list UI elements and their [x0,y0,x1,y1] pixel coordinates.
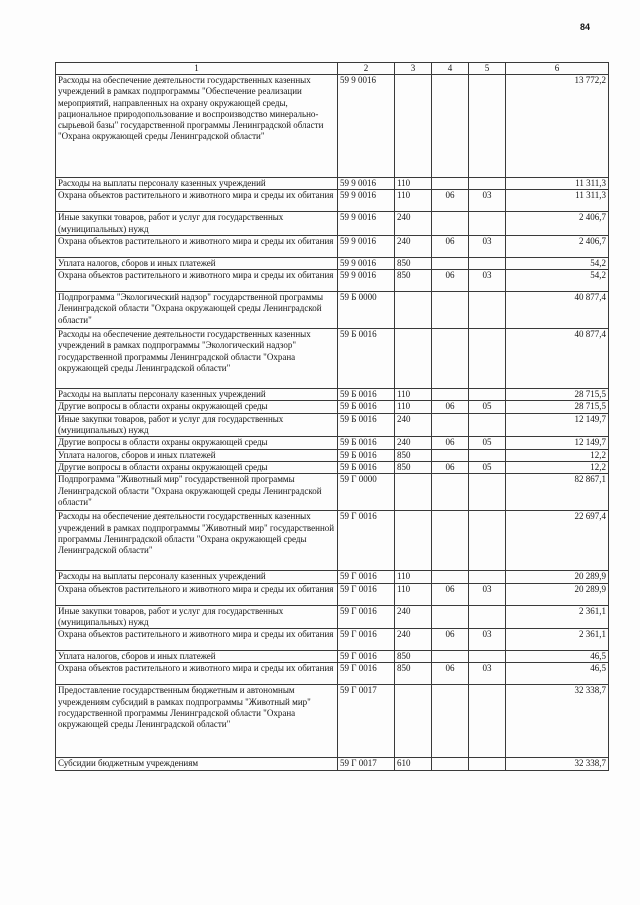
row-subsection: 03 [469,235,506,257]
row-expense-type [395,75,432,178]
row-section [432,449,469,461]
row-name: Другие вопросы в области охраны окружающей среды [56,461,338,473]
row-section [432,651,469,663]
row-expense-type [395,329,432,389]
row-code: 59 Б 0016 [338,413,395,437]
row-amount: 54,2 [506,257,609,269]
table-body [56,63,609,771]
row-amount: 54,2 [506,270,609,292]
row-code: 59 9 0016 [338,270,395,292]
header-col-6: 6 [506,63,609,75]
table-row [56,270,609,292]
table-row [56,571,609,583]
row-amount: 20 289,9 [506,571,609,583]
row-expense-type [395,685,432,758]
row-section [432,257,469,269]
row-expense-type: 240 [395,605,432,629]
row-amount: 12 149,7 [506,437,609,449]
table-row [56,401,609,413]
row-amount: 12 149,7 [506,413,609,437]
row-section [432,571,469,583]
row-name: Предоставление государственным бюджетным и автономным учреждениям субсидий в рамках подпрограммы "Животный мир" государственной программы Ленинградской области "Охрана окружающей среды Ленинградской области" [56,685,338,758]
row-name: Расходы на выплаты персоналу казенных учреждений [56,178,338,190]
row-name: Другие вопросы в области охраны окружающей среды [56,437,338,449]
row-subsection: 03 [469,629,506,651]
row-name: Подпрограмма "Экологический надзор" государственной программы Ленинградской области "Охрана окружающей среды Ленинградской области" [56,292,338,329]
row-code: 59 Б 0000 [338,292,395,329]
row-amount: 82 867,1 [506,474,609,511]
row-amount: 2 361,1 [506,629,609,651]
row-name: Иные закупки товаров, работ и услуг для государственных (муниципальных) нужд [56,413,338,437]
row-section [432,685,469,758]
row-code: 59 Г 0016 [338,583,395,605]
table-row [56,461,609,473]
row-section: 06 [432,235,469,257]
row-subsection [469,605,506,629]
row-name: Уплата налогов, сборов и иных платежей [56,651,338,663]
row-section [432,474,469,511]
table-row [56,190,609,212]
row-amount: 2 361,1 [506,605,609,629]
row-section [432,758,469,770]
row-name: Охрана объектов растительного и животного мира и среды их обитания [56,270,338,292]
row-section: 06 [432,583,469,605]
header-col-5: 5 [469,63,506,75]
row-expense-type: 240 [395,413,432,437]
row-expense-type: 110 [395,401,432,413]
table-row [56,292,609,329]
row-code: 59 Г 0016 [338,663,395,685]
budget-table [55,62,609,771]
row-expense-type: 110 [395,571,432,583]
row-section: 06 [432,437,469,449]
row-amount: 11 311,3 [506,190,609,212]
row-name: Охрана объектов растительного и животного мира и среды их обитания [56,663,338,685]
row-expense-type: 240 [395,437,432,449]
row-amount: 32 338,7 [506,758,609,770]
row-name: Охрана объектов растительного и животного мира и среды их обитания [56,629,338,651]
row-expense-type: 110 [395,389,432,401]
table-row [56,178,609,190]
row-subsection [469,389,506,401]
row-code: 59 9 0016 [338,190,395,212]
row-name: Охрана объектов растительного и животного мира и среды их обитания [56,235,338,257]
row-expense-type [395,511,432,571]
row-section [432,511,469,571]
table-row [56,329,609,389]
row-name: Охрана объектов растительного и животного мира и среды их обитания [56,190,338,212]
row-amount: 2 406,7 [506,235,609,257]
row-expense-type [395,474,432,511]
row-name: Иные закупки товаров, работ и услуг для государственных (муниципальных) нужд [56,605,338,629]
row-code: 59 Г 0016 [338,571,395,583]
row-code: 59 9 0016 [338,75,395,178]
row-subsection: 05 [469,437,506,449]
row-expense-type: 110 [395,178,432,190]
row-subsection [469,178,506,190]
row-subsection [469,413,506,437]
row-section [432,329,469,389]
table-row [56,413,609,437]
row-amount: 32 338,7 [506,685,609,758]
row-expense-type: 610 [395,758,432,770]
row-expense-type: 850 [395,449,432,461]
row-section [432,178,469,190]
row-code: 59 Г 0016 [338,651,395,663]
table-row [56,75,609,178]
row-code: 59 Г 0017 [338,685,395,758]
row-name: Уплата налогов, сборов и иных платежей [56,449,338,461]
row-name: Расходы на обеспечение деятельности государственных казенных учреждений в рамках подпрограммы "Обеспечение реализации мероприятий, направленных на охрану окружающей среды, рациональное природопользование и воспроизводство минерально-сырьевой базы" государственной программы Ленинградской области "Охрана окружающей среды Ленинградской области" [56,75,338,178]
row-expense-type: 110 [395,190,432,212]
row-name: Субсидии бюджетным учреждениям [56,758,338,770]
table-row [56,651,609,663]
row-amount: 11 311,3 [506,178,609,190]
table-row [56,605,609,629]
row-section [432,292,469,329]
table-row [56,583,609,605]
row-subsection [469,449,506,461]
header-col-3: 3 [395,63,432,75]
row-expense-type: 850 [395,461,432,473]
row-subsection: 03 [469,190,506,212]
row-amount: 46,5 [506,651,609,663]
table-row [56,629,609,651]
row-name: Расходы на обеспечение деятельности государственных казенных учреждений в рамках подпрограммы "Экологический надзор" государственной программы Ленинградской области "Охрана окружающей среды Ленинградской области" [56,329,338,389]
row-name: Уплата налогов, сборов и иных платежей [56,257,338,269]
row-section [432,75,469,178]
row-amount: 12,2 [506,461,609,473]
row-expense-type [395,292,432,329]
row-amount: 20 289,9 [506,583,609,605]
row-name: Подпрограмма "Животный мир" государственной программы Ленинградской области "Охрана окружающей среды Ленинградской области" [56,474,338,511]
row-expense-type: 850 [395,651,432,663]
row-expense-type: 240 [395,212,432,236]
row-amount: 13 772,2 [506,75,609,178]
row-code: 59 Б 0016 [338,329,395,389]
row-amount: 28 715,5 [506,389,609,401]
row-subsection [469,292,506,329]
row-amount: 28 715,5 [506,401,609,413]
row-code: 59 Б 0016 [338,461,395,473]
row-subsection: 05 [469,461,506,473]
row-section: 06 [432,270,469,292]
table-row [56,685,609,758]
row-subsection [469,75,506,178]
row-code: 59 Б 0016 [338,437,395,449]
row-name: Расходы на выплаты персоналу казенных учреждений [56,571,338,583]
row-expense-type: 850 [395,663,432,685]
row-code: 59 Г 0016 [338,605,395,629]
row-section [432,605,469,629]
row-subsection: 03 [469,663,506,685]
row-subsection: 05 [469,401,506,413]
row-subsection [469,685,506,758]
row-subsection [469,474,506,511]
row-amount: 22 697,4 [506,511,609,571]
table-row [56,474,609,511]
row-code: 59 Б 0016 [338,389,395,401]
table-row [56,235,609,257]
row-expense-type: 240 [395,629,432,651]
row-code: 59 Г 0000 [338,474,395,511]
row-section: 06 [432,461,469,473]
row-expense-type: 850 [395,270,432,292]
row-name: Другие вопросы в области охраны окружающей среды [56,401,338,413]
table-row [56,449,609,461]
row-section: 06 [432,190,469,212]
row-code: 59 9 0016 [338,257,395,269]
row-amount: 46,5 [506,663,609,685]
row-code: 59 Б 0016 [338,401,395,413]
row-subsection [469,651,506,663]
row-subsection [469,511,506,571]
table-row [56,257,609,269]
row-name: Расходы на выплаты персоналу казенных учреждений [56,389,338,401]
table-row [56,511,609,571]
row-subsection: 03 [469,270,506,292]
row-expense-type: 110 [395,583,432,605]
row-subsection [469,257,506,269]
table-row [56,758,609,770]
row-section [432,413,469,437]
row-section: 06 [432,629,469,651]
row-amount: 2 406,7 [506,212,609,236]
row-code: 59 9 0016 [338,212,395,236]
row-code: 59 Г 0016 [338,629,395,651]
row-subsection: 03 [469,583,506,605]
row-subsection [469,571,506,583]
row-subsection [469,212,506,236]
row-subsection [469,329,506,389]
row-code: 59 Б 0016 [338,449,395,461]
row-amount: 12,2 [506,449,609,461]
row-section: 06 [432,663,469,685]
table-header-row [56,63,609,75]
row-expense-type: 240 [395,235,432,257]
row-code: 59 Г 0016 [338,511,395,571]
table-row [56,389,609,401]
row-code: 59 Г 0017 [338,758,395,770]
row-section: 06 [432,401,469,413]
row-code: 59 9 0016 [338,178,395,190]
row-section [432,389,469,401]
row-amount: 40 877,4 [506,329,609,389]
header-col-2: 2 [338,63,395,75]
row-amount: 40 877,4 [506,292,609,329]
header-col-1: 1 [56,63,338,75]
row-name: Расходы на обеспечение деятельности государственных казенных учреждений в рамках подпрограммы "Животный мир" государственной программы Ленинградской области "Охрана окружающей среды Ленинградской области" [56,511,338,571]
table-row [56,212,609,236]
table-row [56,663,609,685]
row-subsection [469,758,506,770]
row-section [432,212,469,236]
header-col-4: 4 [432,63,469,75]
row-name: Иные закупки товаров, работ и услуг для государственных (муниципальных) нужд [56,212,338,236]
row-expense-type: 850 [395,257,432,269]
table-row [56,437,609,449]
page-number: 84 [580,22,591,32]
row-code: 59 9 0016 [338,235,395,257]
row-name: Охрана объектов растительного и животного мира и среды их обитания [56,583,338,605]
